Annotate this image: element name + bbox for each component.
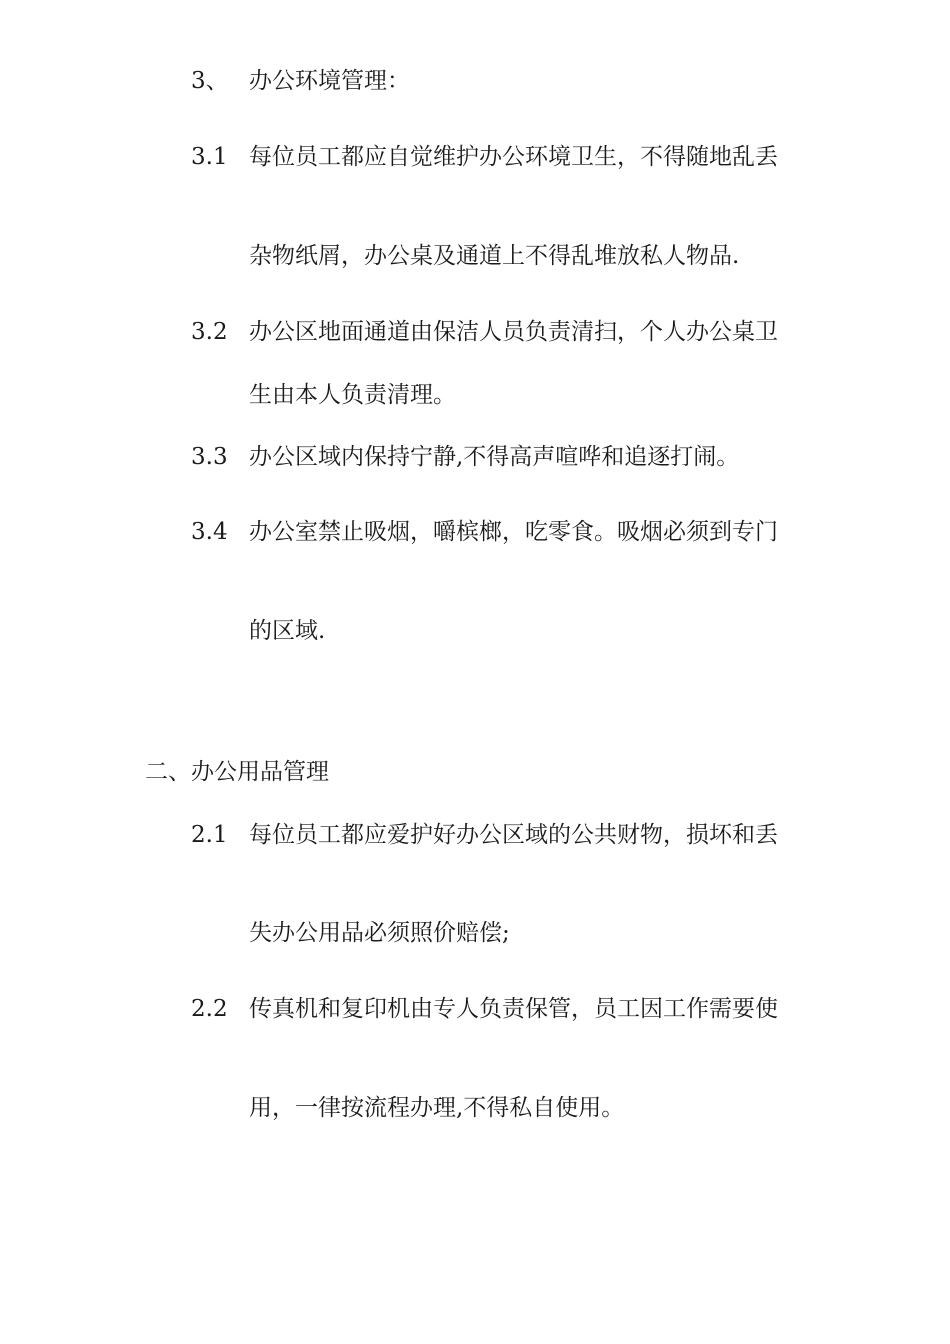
item-text-line: 每位员工都应爱护好办公区域的公共财物，损坏和丢 [249,822,778,848]
item-number: 2.2 [191,996,228,1022]
item-text-line: 失办公用品必须照价赔偿; [249,920,510,946]
item-text-line: 办公区地面通道由保洁人员负责清扫，个人办公桌卫 [249,319,778,345]
section-number: 3、 [191,68,229,94]
item-text-line: 办公区域内保持宁静,不得高声喧哗和追逐打闹。 [249,444,740,470]
section-title: 办公环境管理： [249,68,410,94]
item-text-line: 的区域. [249,618,326,644]
item-text-line: 每位员工都应自觉维护办公环境卫生，不得随地乱丢 [249,144,778,170]
item-number: 2.1 [191,822,228,848]
item-text-line: 生由本人负责清理。 [249,382,456,408]
item-number: 3.2 [191,319,228,345]
item-text-line: 办公室禁止吸烟，嚼槟榔，吃零食。吸烟必须到专门 [249,519,778,545]
section-heading: 二、办公用品管理 [145,759,329,785]
item-text-line: 杂物纸屑，办公桌及通道上不得乱堆放私人物品. [249,243,740,269]
item-number: 3.1 [191,144,228,170]
item-text-line: 用，一律按流程办理,不得私自使用。 [249,1095,625,1121]
item-number: 3.4 [191,519,228,545]
item-text-line: 传真机和复印机由专人负责保管，员工因工作需要使 [249,996,778,1022]
item-number: 3.3 [191,444,228,470]
